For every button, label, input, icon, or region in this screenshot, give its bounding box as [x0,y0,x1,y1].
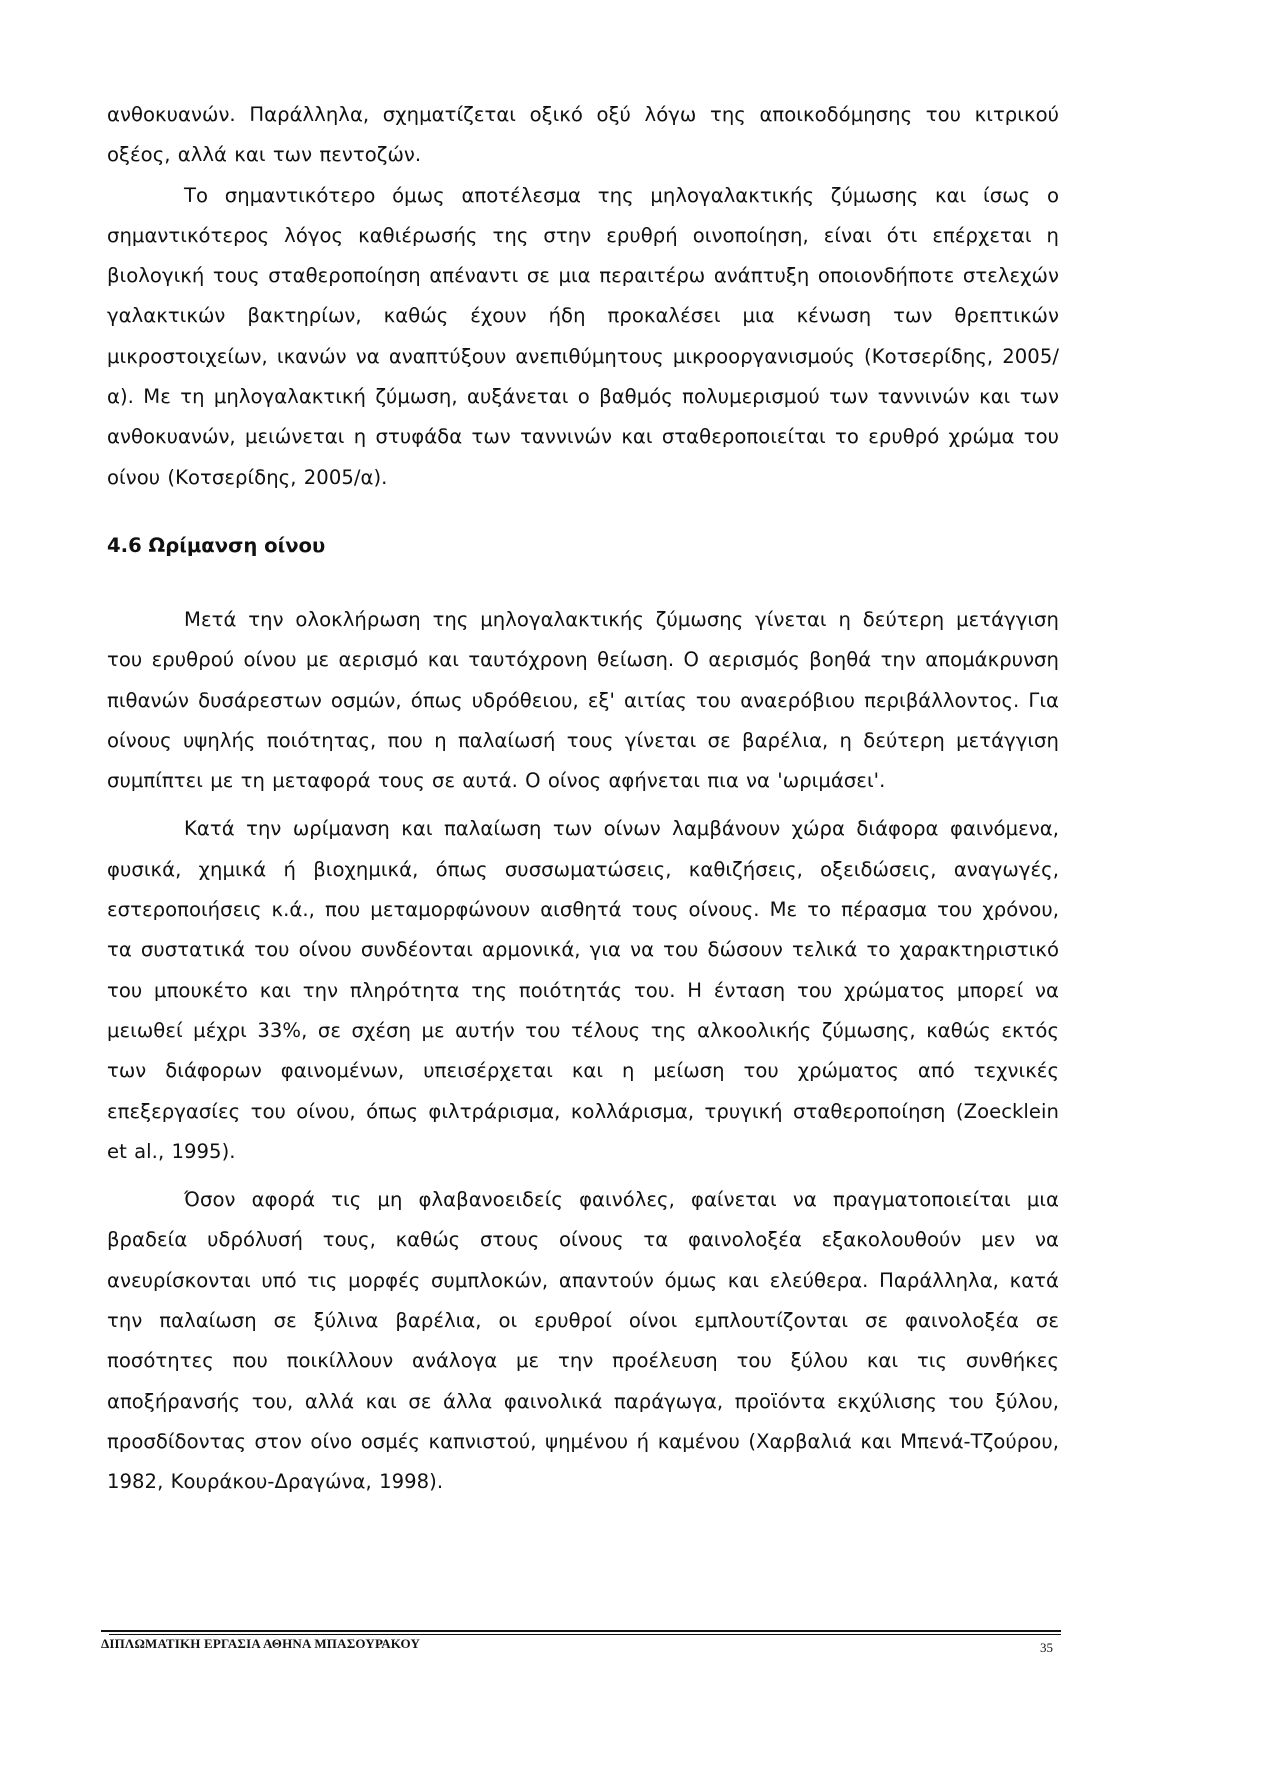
document-page [107,95,1059,1503]
footer-title: ΔΙΠΛΩΜΑΤΙΚΗ ΕΡΓΑΣΙΑ ΑΘΗΝΑ ΜΠΑΣΟΥΡΑΚΟΥ [101,1636,421,1651]
footer-rule-secondary [109,1634,1061,1635]
page-number: 35 [1040,1640,1053,1655]
page-footer [101,1618,1061,1658]
paragraph-aging-phenomena: Κατά την ωρίμανση και παλαίωση των οίνων λαμβάνουν χώρα διάφορα φαινόμενα, φυσικά, χημικά ή βιοχημικά, όπως συσσωματώσεις, καθιζήσεις, οξειδώσεις, αναγωγές, εστεροποιήσεις κ.ά., που μεταμορφώνουν αισθητά τους οίνους. Με το πέρασμα του χρόνου, τα συστατικά του οίνου συνδέονται αρμονικά, για να του δώσουν τελικά το χαρακτηριστικό του μπουκέτο και την πληρότητα της ποιότητάς του. Η ένταση του χρώματος μπορεί να μειωθεί μέχρι 33%, σε σχέση με αυτήν του τέλους της αλκοολικής ζύμωσης, καθώς εκτός των διάφορων φαινομένων, υπεισέρχεται και η μείωση του χρώματος από τεχνικές επεξεργασίες του οίνου, όπως φιλτράρισμα, κολλάρισμα, τρυγική σταθεροποίηση (Zoecklein et al., 1995). [107,817,1059,1163]
paragraph-phenols: Όσον αφορά τις μη φλαβανοειδείς φαινόλες, φαίνεται να πραγματοποιείται μια βραδεία υδρόλυσή τους, καθώς στους οίνους τα φαινολοξέα εξακολουθούν μεν να ανευρίσκονται υπό τις μορφές συμπλοκών, απαντούν όμως και ελεύθερα. Παράλληλα, κατά την παλαίωση σε ξύλινα βαρέλια, οι ερυθροί οίνοι εμπλουτίζονται σε φαινολοξέα σε ποσότητες που ποικίλλουν ανάλογα με την προέλευση του ξύλου και τις συνθήκες αποξήρανσής του, αλλά και σε άλλα φαινολικά παράγωγα, προϊόντα εκχύλισης του ξύλου, προσδίδοντας στον οίνο οσμές καπνιστού, ψημένου ή καμένου (Χαρβαλιά και Μπενά-Τζούρου, 1982, Κουράκου-Δραγώνα, 1998). [107,1188,1059,1494]
paragraph-continuation: ανθοκυανών. Παράλληλα, σχηματίζεται οξικό οξύ λόγω της αποικοδόμησης του κιτρικού οξέος, αλλά και των πεντοζών. [107,103,1059,167]
paragraph-malolactic-importance: Το σημαντικότερο όμως αποτέλεσμα της μηλογαλακτικής ζύμωσης και ίσως ο σημαντικότερος λόγος καθιέρωσής της στην ερυθρή οινοποίηση, είναι ότι επέρχεται η βιολογική τους σταθεροποίηση απέναντι σε μια περαιτέρω ανάπτυξη οποιονδήποτε στελεχών γαλακτικών βακτηρίων, καθώς έχουν ήδη προκαλέσει μια κένωση των θρεπτικών μικροστοιχείων, ικανών να αναπτύξουν ανεπιθύμητους μικροοργανισμούς (Κοτσερίδης, 2005/α). Με τη μηλογαλακτική ζύμωση, αυξάνεται ο βαθμός πολυμερισμού των ταννινών και των ανθοκυανών, μειώνεται η στυφάδα των ταννινών και σταθεροποιείται το ερυθρό χρώμα του οίνου (Κοτσερίδης, 2005/α). [107,183,1059,489]
section-heading: 4.6 Ωρίμανση οίνου [107,533,326,557]
paragraph-second-racking: Μετά την ολοκλήρωση της μηλογαλακτικής ζύμωσης γίνεται η δεύτερη μετάγγιση του ερυθρού οίνου με αερισμό και ταυτόχρονη θείωση. Ο αερισμός βοηθά την απομάκρυνση πιθανών δυσάρεστων οσμών, όπως υδρόθειου, εξ' αιτίας του αναερόβιου περιβάλλοντος. Για οίνους υψηλής ποιότητας, που η παλαίωσή τους γίνεται σε βαρέλια, η δεύτερη μετάγγιση συμπίπτει με τη μεταφορά τους σε αυτά. Ο οίνος αφήνεται πια να 'ωριμάσει'. [107,607,1059,793]
footer-rule [101,1630,1061,1632]
